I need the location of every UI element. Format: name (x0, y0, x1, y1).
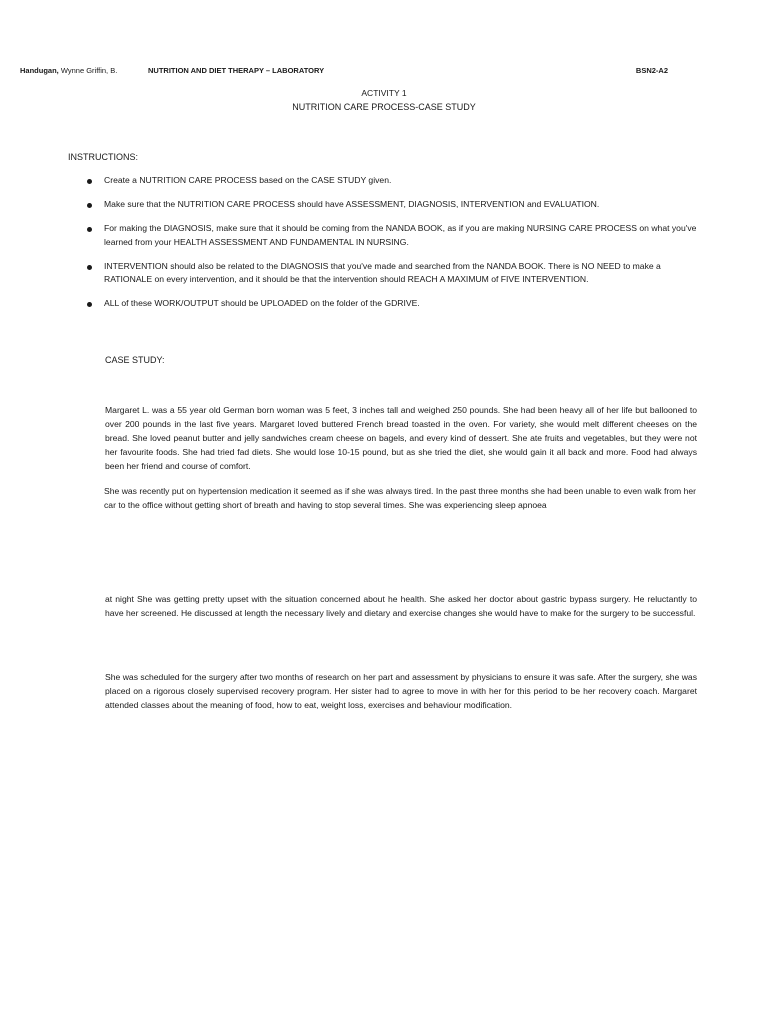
course-title: NUTRITION AND DIET THERAPY – LABORATORY (148, 66, 325, 75)
bullet-icon (87, 179, 92, 184)
instruction-item (86, 174, 698, 188)
case-study-heading: CASE STUDY: (105, 355, 165, 365)
instruction-text: Create a NUTRITION CARE PROCESS based on the CASE STUDY given. (104, 175, 392, 185)
document-header (20, 66, 748, 78)
case-study-paragraph: She was scheduled for the surgery after two months of research on her part and assessment by physicians to ensure it was safe. After the surgery, she was placed on a rigorous closely supervised recovery program. Her sister had to agree to move in with her for this period to be her recovery coach. Margaret attended classes about the meaning of food, how to eat, weight loss, exercises and behaviour modification. (105, 672, 697, 710)
bullet-icon (87, 227, 92, 232)
case-study-paragraph: Margaret L. was a 55 year old German born woman was 5 feet, 3 inches tall and weighed 250 pounds. She had been heavy all of her life but ballooned to over 200 pounds in the last five years. Margaret loved buttered French bread toasted in the oven. For variety, she would melt different cheeses on the bread. She loved peanut butter and jelly sandwiches cream cheese on bagels, and every kind of dessert. She ate fruits and vegetables, but they were not her favourite foods. She had tried fad diets. She would lose 10-15 pound, but as she tried the diet, she would gain it all back and more. Food had always been her friend and course of comfort. (105, 405, 697, 471)
instruction-item (86, 297, 698, 311)
instructions-list (86, 174, 698, 321)
bullet-icon (87, 265, 92, 270)
author-surname: Handugan, (20, 66, 59, 75)
instruction-text: INTERVENTION should also be related to the DIAGNOSIS that you've made and searched from the NANDA BOOK. There is NO NEED to make a RATIONALE on every intervention, and it should be that the intervention should REACH A MAXIMUM of FIVE INTERVENTION. (104, 260, 661, 284)
instruction-text: ALL of these WORK/OUTPUT should be UPLOADED on the folder of the GDRIVE. (104, 298, 420, 308)
instruction-item (86, 260, 698, 287)
instruction-text: Make sure that the NUTRITION CARE PROCESS should have ASSESSMENT, DIAGNOSIS, INTERVENTION and EVALUATION. (104, 199, 600, 209)
case-study-paragraph: at night She was getting pretty upset with the situation concerned about he health. She asked her doctor about gastric bypass surgery. He reluctantly to have her screened. He discussed at length the necessary lively and dietary and exercise changes she would have to make for the surgery to be successful. (105, 594, 697, 618)
section-code: BSN2-A2 (635, 66, 668, 75)
activity-subtitle: NUTRITION CARE PROCESS-CASE STUDY (292, 102, 476, 112)
activity-title: ACTIVITY 1 (361, 88, 407, 98)
author-given-name: Wynne Griffin, B. (58, 66, 118, 75)
instructions-heading: INSTRUCTIONS: (68, 152, 139, 162)
title-block (0, 88, 768, 112)
instruction-item (86, 222, 698, 249)
bullet-icon (87, 302, 92, 307)
instruction-text: For making the DIAGNOSIS, make sure that it should be coming from the NANDA BOOK, as if you are making NURSING CARE PROCESS on what you've learned from your HEALTH ASSESSMENT AND FUNDAMENTAL IN NURSING. (104, 223, 697, 247)
instruction-item (86, 198, 698, 212)
author-name (20, 66, 117, 75)
case-study-paragraph: She was recently put on hypertension medication it seemed as if she was always tired. In the past three months she had been unable to even walk from her car to the office without getting short of breath and having to stop several times. She was experiencing sleep apnoea (104, 486, 696, 510)
bullet-icon (87, 203, 92, 208)
